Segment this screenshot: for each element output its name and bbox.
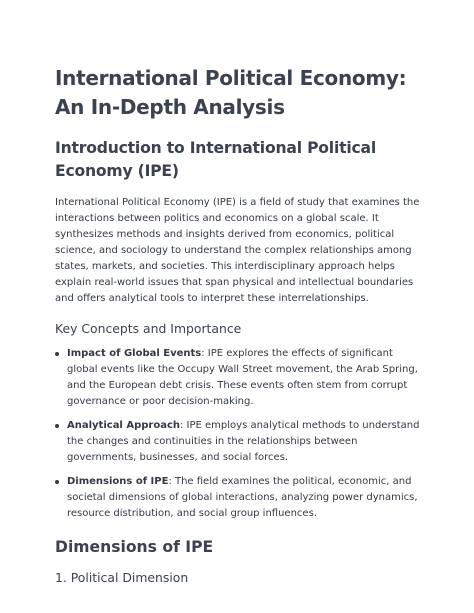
intro-paragraph: International Political Economy (IPE) is a field of study that examines the interactions between politics and economics on a global scale. It synthesizes methods and insights derived from economics, political science, and sociology to understand the complex relationships among states, markets, and societies. This interdisciplinary approach helps explain real-world issues that span physical and intellectual boundaries and offers analytical tools to interpret these interrelationships.: [55, 197, 420, 304]
bullet-icon: [55, 480, 59, 484]
bullet-icon: [55, 352, 59, 356]
bullet-text: : IPE explores the effects of significant global events like the Occupy Wall Street movement, the Arab Spring, and the European debt crisis. These events often stem from corrupt governance or poor decision-making.: [67, 348, 418, 407]
bullet-term: Analytical Approach: [67, 420, 180, 431]
document-title: International Political Economy: An In-Depth Analysis: [55, 66, 407, 119]
political-dimension-heading: 1. Political Dimension: [55, 570, 189, 585]
key-concepts-heading: Key Concepts and Importance: [55, 321, 242, 336]
bullet-term: Dimensions of IPE: [67, 476, 169, 487]
list-item: [55, 418, 425, 466]
intro-heading: Introduction to International Political Economy (IPE): [55, 139, 377, 180]
bullet-text: : The field examines the political, economic, and societal dimensions of global interactions, analyzing power dynamics, resource distribution, and social group influences.: [67, 476, 418, 519]
bullet-icon: [55, 424, 59, 428]
dimensions-heading: Dimensions of IPE: [55, 538, 214, 556]
bullet-text: : IPE employs analytical methods to understand the changes and continuities in the relationships between governments, businesses, and social forces.: [67, 420, 420, 463]
document-page: [55, 64, 425, 587]
list-item: [55, 474, 425, 522]
bullet-term: Impact of Global Events: [67, 348, 202, 359]
key-concepts-list: [55, 346, 425, 522]
list-item: [55, 346, 425, 410]
